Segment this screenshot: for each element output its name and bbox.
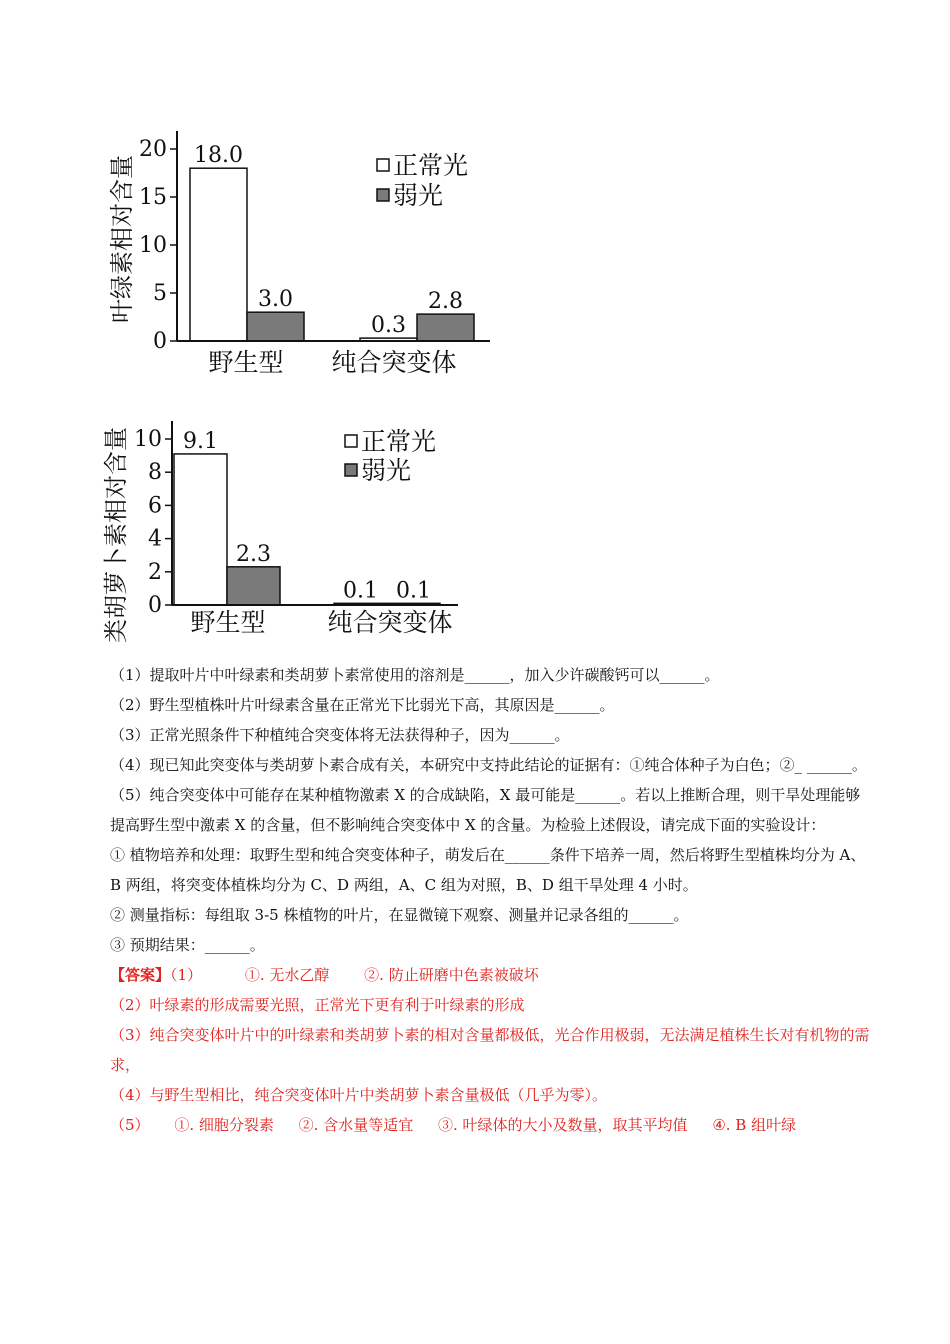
c1-legend-label: 弱光 (393, 181, 444, 210)
c1-ytick-label: 5 (153, 281, 167, 306)
question-4: （4）现已知此突变体与类胡萝卜素合成有关，本研究中支持此结论的证据有：①纯合体种子为白色；②_ ______。 (110, 756, 867, 774)
answer-2: （2）叶绿素的形成需要光照，正常光下更有利于叶绿素的形成 (110, 996, 525, 1014)
answer-5-part-1: ①. 细胞分裂素 (174, 1116, 274, 1134)
question-section (110, 660, 870, 1140)
c1-bar-value-label: 0.3 (371, 313, 406, 339)
c2-ytick-label: 6 (148, 493, 162, 519)
c1-ytick-label: 10 (139, 233, 167, 258)
c2-bar (227, 567, 280, 605)
chart1-ylabel: 叶绿素相对含量 (108, 155, 136, 323)
answer-1-num: （1） (170, 966, 203, 984)
c1-ytick-label: 20 (139, 137, 167, 162)
question-1: （1）提取叶片中叶绿素和类胡萝卜素常使用的溶剂是______，加入少许碳酸钙可以______。 (110, 666, 720, 684)
answer-1 (110, 960, 870, 990)
c2-ytick-label: 8 (148, 460, 162, 486)
c1-bar (247, 312, 304, 341)
c1-ytick-label: 0 (153, 329, 167, 354)
c2-bar (174, 454, 227, 605)
question-5-step-3: ③ 预期结果：______。 (110, 936, 265, 954)
c2-ytick-label: 4 (148, 526, 162, 552)
c2-bar-value-label: 2.3 (236, 541, 271, 567)
chart2-ylabel: 类胡萝卜素相对含量 (102, 427, 130, 643)
answer-5-part-3: ③. 叶绿体的大小及数量，取其平均值 (437, 1116, 688, 1134)
answer-1-part-2: ②. 防止研磨中色素被破坏 (364, 966, 539, 984)
c1-bar-value-label: 2.8 (428, 289, 463, 315)
carotenoid-chart (100, 400, 480, 650)
c2-bar-value-label: 9.1 (183, 428, 218, 454)
answer-1-part-1: ①. 无水乙醇 (244, 966, 330, 984)
answer-5-part-4: ④. B 组叶绿 (712, 1116, 797, 1134)
c1-category-label: 野生型 (208, 348, 284, 377)
c1-legend-label: 正常光 (393, 151, 469, 180)
c2-legend-label: 正常光 (361, 427, 437, 456)
c1-legend-swatch (377, 189, 389, 201)
answer-tag: 【答案】 (110, 966, 171, 984)
c1-legend-swatch (377, 159, 389, 171)
c2-category-label: 纯合突变体 (327, 608, 453, 637)
answer-3: （3）纯合突变体叶片中的叶绿素和类胡萝卜素的相对含量都极低，光合作用极弱，无法满足植株生长对有机物的需求， (110, 1026, 870, 1074)
c2-ytick-label: 2 (148, 559, 162, 585)
c1-bar-value-label: 3.0 (258, 287, 293, 313)
c1-bar (190, 168, 247, 341)
c2-legend-label: 弱光 (361, 456, 412, 485)
c2-legend-swatch (345, 464, 357, 476)
c2-ytick-label: 10 (134, 427, 162, 452)
c2-legend-swatch (345, 435, 357, 447)
question-5-step-2: ② 测量指标：每组取 3-5 株植物的叶片，在显微镜下观察、测量并记录各组的______。 (110, 906, 689, 924)
answer-5-part-2: ②. 含水量等适宜 (298, 1116, 414, 1134)
c1-bar (417, 314, 474, 341)
c1-category-label: 纯合突变体 (331, 348, 457, 377)
c2-category-label: 野生型 (190, 608, 266, 637)
c2-bar-value-label: 0.1 (343, 578, 378, 604)
c1-bar-value-label: 18.0 (194, 143, 243, 169)
answer-4: （4）与野生型相比，纯合突变体叶片中类胡萝卜素含量极低（几乎为零）。 (110, 1086, 608, 1104)
c1-ytick-label: 15 (139, 185, 167, 210)
question-5-step-1: ① 植物培养和处理：取野生型和纯合突变体种子，萌发后在______条件下培养一周，然后将野生型植株均分为 A、B 两组，将突变体植株均分为 C、D 两组，A、C 组为对照，B、D 组干旱处理 4 小时。 (110, 846, 866, 894)
question-2: （2）野生型植株叶片叶绿素含量在正常光下比弱光下高，其原因是______。 (110, 696, 615, 714)
answer-5 (110, 1110, 870, 1140)
c2-ytick-label: 0 (148, 593, 162, 618)
question-5: （5）纯合突变体中可能存在某种植物激素 X 的合成缺陷，X 最可能是______。若以上推断合理，则干旱处理能够提高野生型中激素 X 的含量，但不影响纯合突变体中 X 的含量。为检验上述假设，请完成下面的实验设计： (110, 786, 861, 834)
c2-bar-value-label: 0.1 (396, 578, 431, 604)
answer-5-num: （5） (110, 1116, 150, 1134)
question-3: （3）正常光照条件下种植纯合突变体将无法获得种子，因为______。 (110, 726, 570, 744)
chlorophyll-chart (100, 118, 520, 388)
